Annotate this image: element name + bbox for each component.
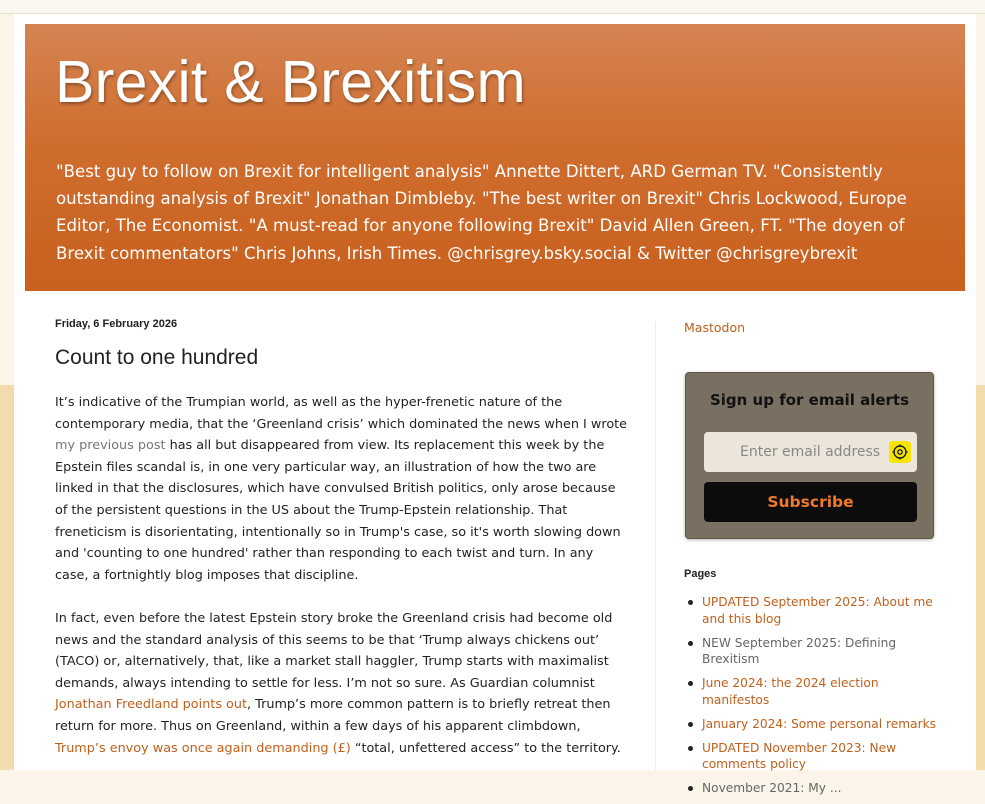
list-item	[702, 594, 942, 628]
page-link[interactable]: January 2024: Some personal remarks	[702, 716, 937, 731]
bullet-icon	[688, 786, 693, 791]
bullet-icon	[688, 746, 693, 751]
bullet-icon	[688, 722, 693, 727]
bullet-icon	[688, 641, 693, 646]
post-paragraph: It’s indicative of the Trumpian world, as well as the hyper-frenetic nature of the contemporary media, that the ‘Greenland crisis’ which dominated the news when I wrote my previous post has all but disappeared from view. Its replacement this week by the Epstein files scandal is, in one very particular way, an illustration of how the two are linked in that the disclosures, which have convulsed British politics, only arose because of the persistent questions in the US about the Trump-Epstein relationship. That freneticism is disorientating, intentionally so in Trump's case, so it's worth slowing down and 'counting to one hundred' rather than responding to each twist and turn. In any case, a fortnightly blog imposes that discipline.	[55, 395, 628, 583]
post-title[interactable]: Count to one hundred	[55, 346, 259, 369]
list-item	[702, 740, 942, 774]
post-paragraph: In fact, even before the latest Epstein story broke the Greenland crisis had become old news and the standard analysis of this seems to be that ‘Trump always chickens out’ (TACO) or, alternatively, that, like a market stall haggler, Trump starts with maximalist demands, always intending to settle for less. I’m not so sure. As Guardian columnist Jonathan Freedland points out, Trump’s more common pattern is to briefly retreat then return for more. Thus on Greenland, within a few days of his apparent climbdown, Trump’s envoy was once again demanding (£) “total, unfettered access” to the territory.	[55, 610, 621, 756]
page-link[interactable]: November 2021: My ...	[702, 781, 842, 796]
column-divider	[655, 322, 656, 770]
email-input[interactable]	[704, 432, 884, 472]
previous-post-link[interactable]: my previous post	[55, 438, 166, 454]
page-link[interactable]: NEW September 2025: Defining Brexitism	[702, 635, 897, 667]
subscribe-button[interactable]: Subscribe	[704, 482, 917, 522]
email-signup-widget	[685, 372, 934, 539]
list-item	[702, 635, 942, 669]
signup-title: Sign up for email alerts	[709, 391, 910, 409]
blog-description: "Best guy to follow on Brexit for intelligent analysis" Annette Dittert, ARD German TV. "Consistently outstanding analysis of Brexit" Jonathan Dimbleby. "The best writer on Brexit" Chris Lockwood, Europe Editor, The Economist. "A must-read for anyone following Brexit" David Allen Green, FT. "The doyen of Brexit commentators" Chris Johns, Irish Times. @chrisgrey.bsky.social & Twitter @chrisgreybrexit	[56, 162, 907, 263]
envoy-link[interactable]: Trump’s envoy was once again demanding (£)	[55, 740, 351, 756]
list-item	[702, 780, 942, 797]
page-link[interactable]: UPDATED November 2023: New comments policy	[702, 740, 897, 772]
pages-list	[702, 594, 942, 804]
sidebar	[684, 320, 944, 796]
list-item	[702, 716, 942, 733]
page-link[interactable]: UPDATED September 2025: About me and this blog	[702, 595, 933, 626]
blog-title[interactable]: Brexit & Brexitism	[55, 49, 526, 115]
post-date: Friday, 6 February 2026	[55, 318, 178, 330]
page-link[interactable]: June 2024: the 2024 election manifestos	[702, 676, 879, 707]
blog-header	[25, 24, 965, 291]
email-box	[704, 432, 917, 472]
main-column	[55, 318, 630, 781]
bullet-icon	[688, 600, 693, 605]
top-strip	[0, 0, 985, 14]
target-icon[interactable]	[889, 441, 911, 463]
freedland-link[interactable]: Jonathan Freedland points out	[55, 697, 248, 713]
list-item	[702, 675, 942, 709]
mastodon-link[interactable]: Mastodon	[684, 320, 746, 335]
pages-heading: Pages	[684, 568, 717, 580]
post-body	[55, 392, 630, 759]
